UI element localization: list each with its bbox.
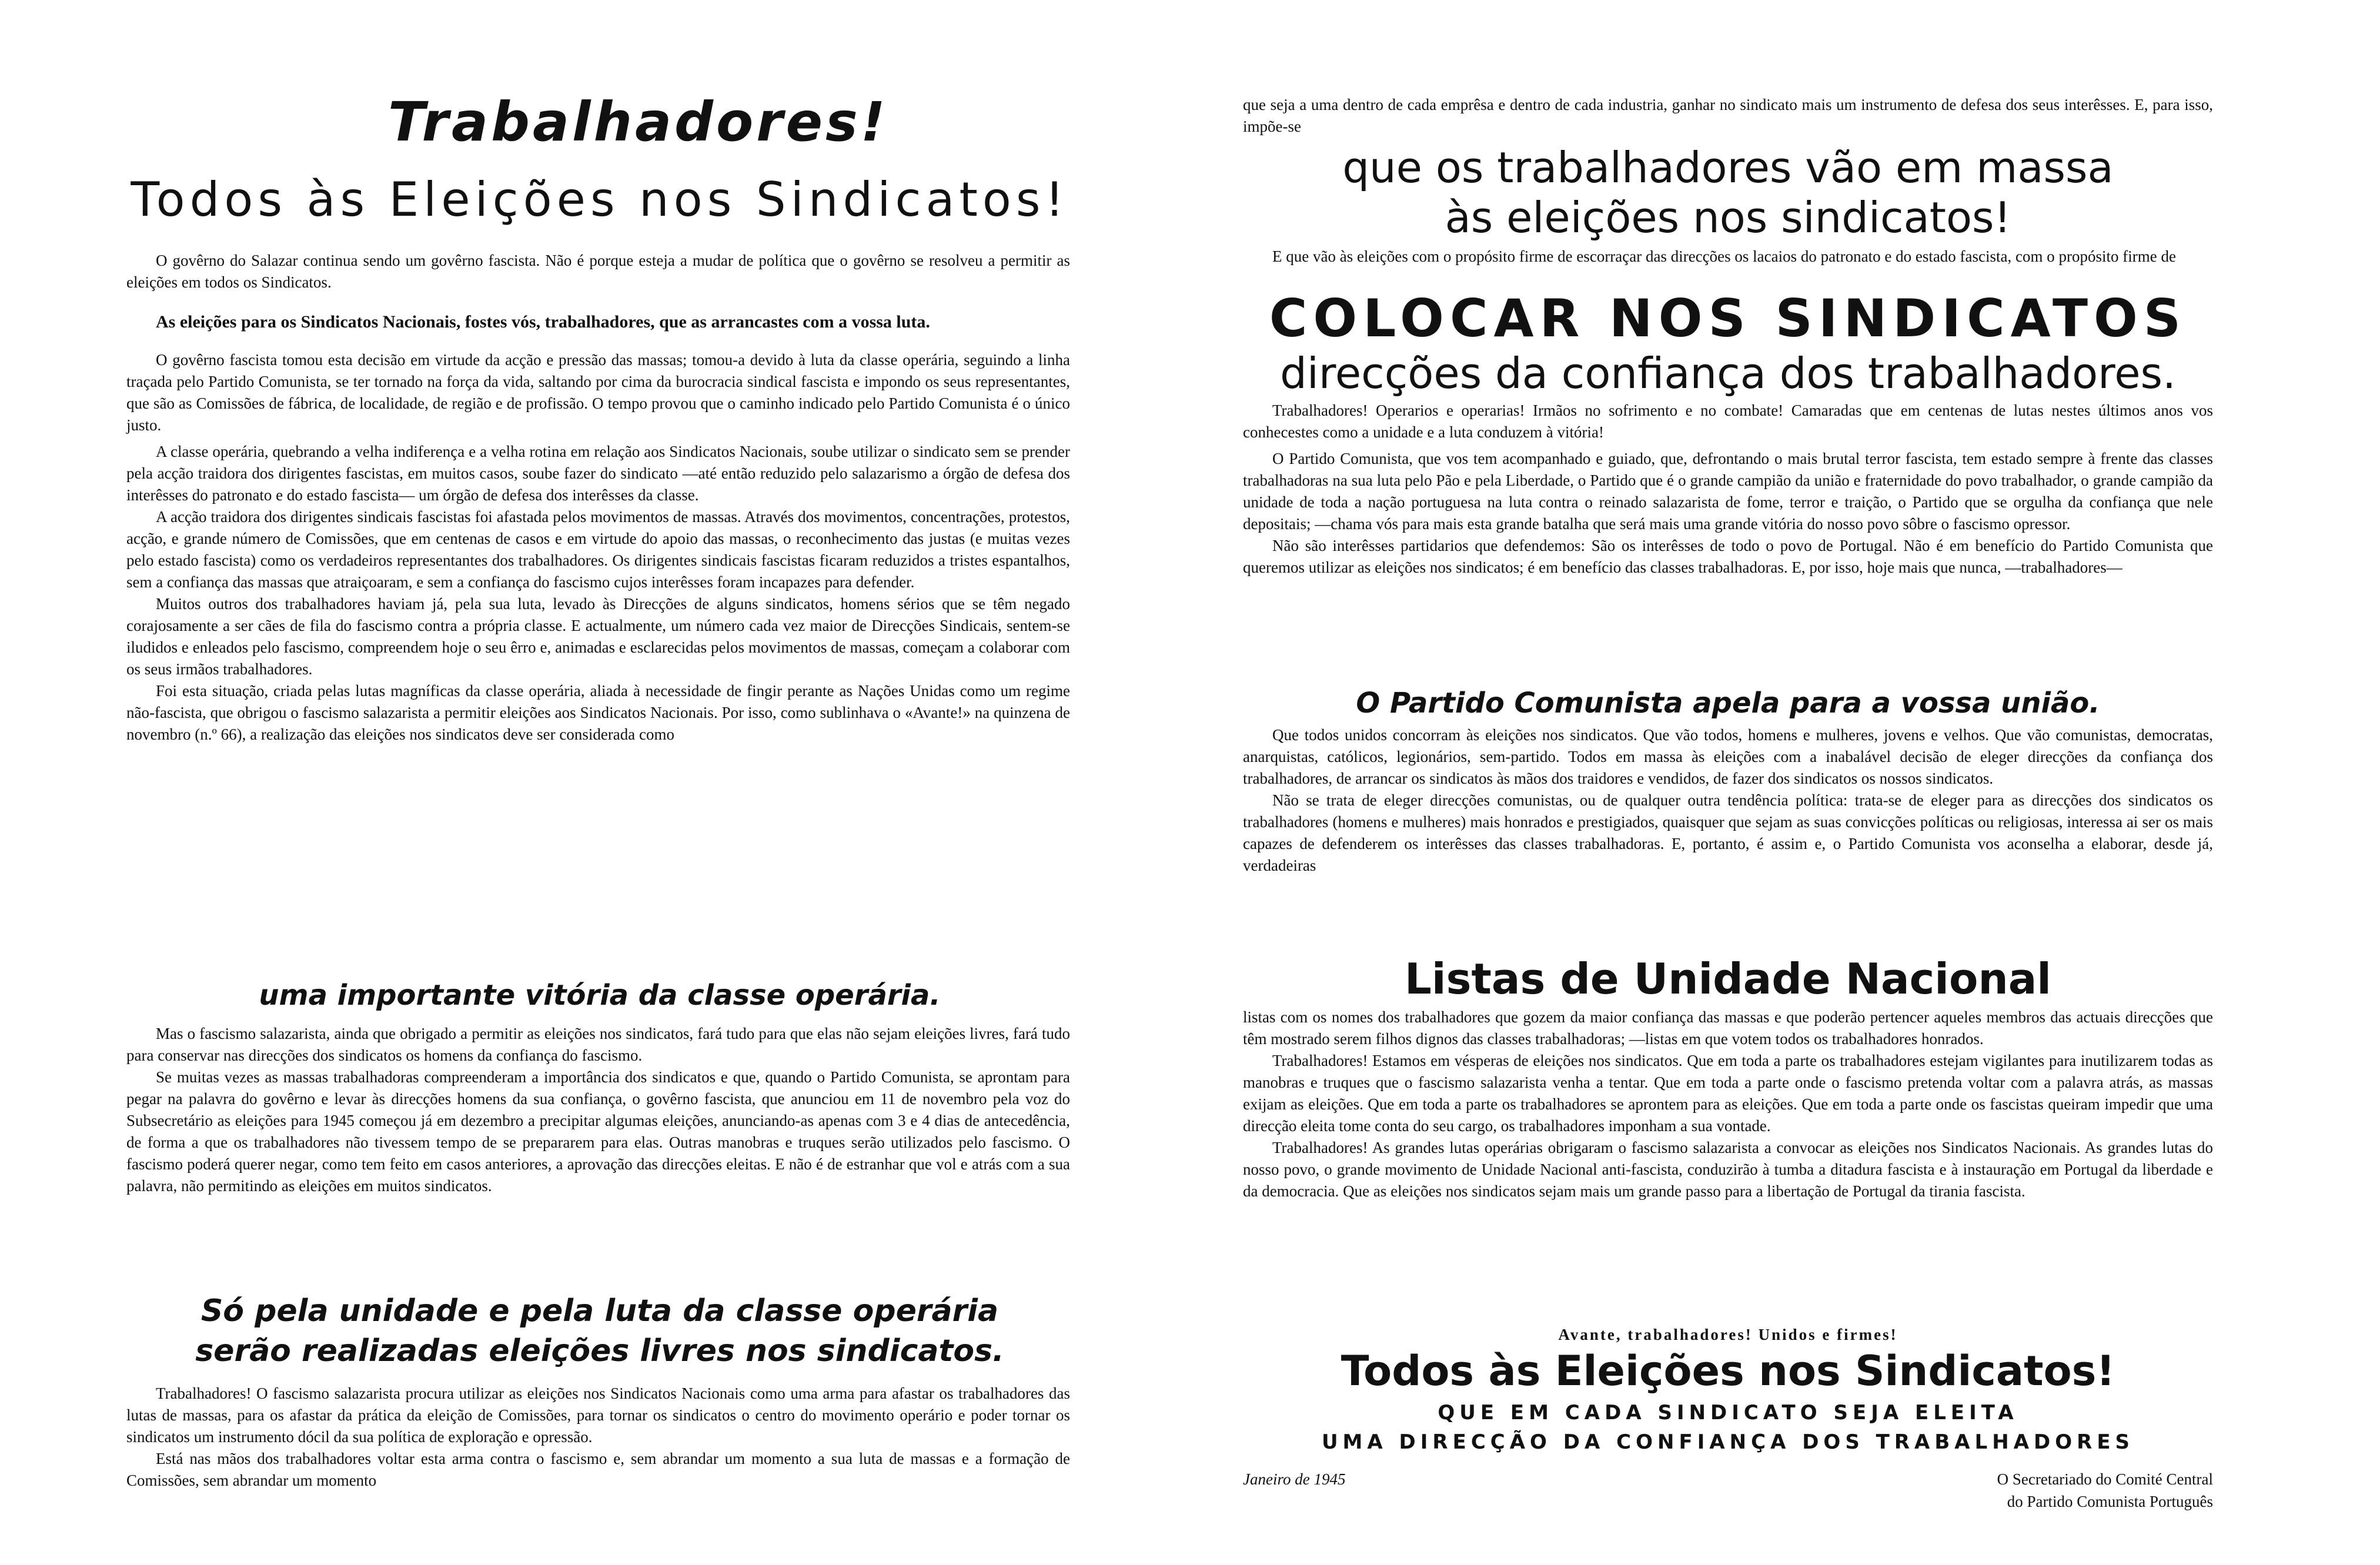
right-column-text-2 [1243, 724, 2213, 877]
heading-unity-line-1: Só pela unidade e pela luta da classe operária [200, 1293, 999, 1329]
closing-line-2: UMA DIRECÇÃO DA CONFIANÇA DOS TRABALHADORES [1321, 1430, 2135, 1454]
right-intro-paragraph [1243, 246, 2213, 267]
paragraph-h: Trabalhadores! As grandes lutas operárias obrigaram o fascismo salazarista a convocar as eleições nos Sindicatos Nacionais. As grandes lutas do nosso povo, o grande movimento de Unidade Nacional anti-fascista, conduzirão à tumba a ditadura fascista e à instauração em Portugal da liberdade e da democracia. Que as eleições nos sindicatos sejam mais um grande passo para a libertação de Portugal da tirania fascista. [1243, 1139, 2213, 1200]
closing-avante: Avante, trabalhadores! Unidos e firmes! [1558, 1326, 1898, 1343]
heading-victory: uma importante vitória da classe operária. [259, 979, 941, 1012]
paragraph-9: Está nas mãos dos trabalhadores voltar esta arma contra o fascismo e, sem abrandar um momento a sua luta de massas e a formação de Comissões, sem abrandar um momento [126, 1450, 1070, 1489]
paragraph-6: Mas o fascismo salazarista, ainda que obrigado a permitir as eleições nos sindicatos, fará tudo para que elas não sejam eleições livres, fará tudo para conservar nas direcções dos sindicatos os homens da confiança do fascismo. [126, 1025, 1070, 1064]
paragraph-b: O Partido Comunista, que vos tem acompanhado e guiado, que, defrontando o mais brutal terror fascista, tem estado sempre à frente das classes trabalhadoras na sua luta pelo Pão e pela Liberdade, o Partido que é o grande campião da união e fraternidade do povo trabalhador, o grande campião da unidade de toda a nação portuguesa na luta contra o reinado salazarista de fome, terror e traição, o Partido que se orgulha da confiança que nele depositais; —chama vós para mais esta grande batalha que será mais uma grande vitória do nosso povo sôbre o fascismo opressor. [1243, 450, 2213, 533]
left-column-text-2 [126, 1023, 1070, 1197]
paragraph-8: Trabalhadores! O fascismo salazarista procura utilizar as eleições nos Sindicatos Nacionais como uma arma para afastar os trabalhadores das lutas de massas, para os afastar da prática da eleição de Comissões, para tornar os sindicatos o centro do movimento operário e poder tornar os sindicatos um instrumento dócil da sua política de exploração e opressão. [126, 1385, 1070, 1446]
signature-line-2: do Partido Comunista Português [2007, 1493, 2213, 1510]
paragraph-d: Que todos unidos concorram às eleições nos sindicatos. Que vão todos, homens e mulheres, jovens e velhos. Que vão comunistas, democratas, anarquistas, católicos, legionários, sem-partido. Todos em massa às eleições com a inabalável decisão de eleger direcções da confiança dos trabalhadores, de arrancar os sindicatos às mãos dos traidores e vendidos, de fazer dos sindicatos os nossos sindicatos. [1243, 726, 2213, 787]
paragraph-3: A acção traidora dos dirigentes sindicais fascistas foi afastada pelos movimentos de massas. Através dos movimentos, concentrações, protestos, acção, e grande número de Comissões, que em centenas de casos e em virtude do apoio das massas, o reconhecimento das justas (e muitas vezes pelo estado fascista) como os verdadeiros representantes dos trabalhadores. Os dirigentes sindicais fascistas ficaram reduzidos a tristes espantalhos, sem a confiança das massas que atraiçoaram, e sem a confiança do fascismo cujos interêsses foram incapazes para defender. [126, 508, 1070, 591]
top-paragraph: que seja a uma dentro de cada emprêsa e dentro de cada industria, ganhar no sindicato mais um instrumento de defesa dos seus interêsses. E, para isso, impõe-se [1243, 96, 2213, 135]
paragraph-f: listas com os nomes dos trabalhadores que gozem da maior confiança das massas e que poderão pertencer aqueles membros das actuais direcções que têm mostrado serem filhos dignos das classes trabalhadoras; —listas em que votem todos os trabalhadores honrados. [1243, 1008, 2213, 1048]
heading-direccoes: direcções da confiança dos trabalhadores. [1280, 349, 2176, 398]
heading-unity-line-2: serão realizadas eleições livres nos sindicatos. [195, 1333, 1004, 1369]
heading-listas: Listas de Unidade Nacional [1405, 954, 2051, 1004]
document-date: Janeiro de 1945 [1243, 1470, 1346, 1488]
paragraph-e: Não se trata de eleger direcções comunistas, ou de qualquer outra tendência política: trata-se de eleger para as direcções dos sindicatos os trabalhadores (homens e mulheres) mais honrados e prestigiados, quaisquer que sejam as suas convicções políticas ou religiosas, interessa ai ser os mais capazes de defenderem os interêsses das classes trabalhadoras. E, portanto, é assim e, o Partido Comunista vos aconselha a elaborar, desde já, verdadeiras [1243, 791, 2213, 874]
heading-mass-line-2: às eleições nos sindicatos! [1445, 193, 2011, 242]
closing-headline: Todos às Eleições nos Sindicatos! [1341, 1347, 2115, 1395]
paragraph-1: O govêrno fascista tomou esta decisão em virtude da acção e pressão das massas; tomou-a devido à luta da classe operária, seguindo a linha traçada pelo Partido Comunista, se ter tornado na força da vida, saltando por cima da burocracia sindical fascista e impondo os seus representantes, que são as Comissões de fábrica, de localidade, de região e de profissão. O tempo provou que o caminho indicado pelo Partido Comunista é o único justo. [126, 351, 1070, 434]
paragraph-4: Muitos outros dos trabalhadores haviam já, pela sua luta, levado às Direcções de alguns sindicatos, homens sérios que se têm negado corajosamente a ser cães de fila do fascismo contra a própria classe. E actualmente, um número cada vez maior de Direcções Sindicais, sentem-se iludidos e enleados pelo fascismo, compreendem hoje o seu êrro e, animadas e esclarecidas pelos movimentos de massas, começam a colaborar com os seus irmãos trabalhadores. [126, 595, 1070, 678]
intro-paragraph-right: E que vão às eleições com o propósito firme de escorraçar das direcções os lacaios do patronato e do estado fascista, com o propósito firme de [1272, 248, 2176, 265]
right-column-text-3 [1243, 1006, 2213, 1202]
signature-line-1: O Secretariado do Comité Central [1997, 1470, 2213, 1488]
right-column-text [1243, 400, 2213, 578]
right-page [1190, 0, 2380, 1565]
page-title: Trabalhadores! [388, 91, 888, 153]
heading-apela: O Partido Comunista apela para a vossa união. [1356, 687, 2100, 720]
heading-mass-line-1: que os trabalhadores vão em massa [1342, 143, 2114, 192]
paragraph-2: A classe operária, quebrando a velha indiferença e a velha rotina em relação aos Sindicatos Nacionais, soube utilizar o sindicato sem se prender pela acção traidora dos dirigentes fascistas, em muitos casos, soube fazer do sindicato —até então reduzido pelo salazarismo a órgão de defesa dos interêsses do patronato e do estado fascista— um órgão de defesa dos interêsses da classe. [126, 443, 1070, 504]
paragraph-5: Foi esta situação, criada pelas lutas magníficas da classe operária, aliada à necessidade de fingir perante as Nações Unidas como um regime não-fascista, que obrigou o fascismo salazarista a permitir eleições aos Sindicatos Nacionais. Por isso, como sublinhava o «Avante!» na quinzena de novembro (n.º 66), a realização das eleições nos sindicatos deve ser considerada como [126, 682, 1070, 743]
right-top-paragraph [1243, 94, 2213, 138]
lead-bold-paragraph: As eleições para os Sindicatos Nacionais, fostes vós, trabalhadores, que as arrancastes com a vossa luta. [156, 312, 930, 332]
page-subtitle: Todos às Eleições nos Sindicatos! [131, 172, 1069, 227]
heading-colocar: COLOCAR NOS SINDICATOS [1269, 288, 2187, 349]
intro-paragraph: O govêrno do Salazar continua sendo um govêrno fascista. Não é porque esteja a mudar de política que o govêrno se resolveu a permitir as eleições em todos os Sindicatos. [126, 252, 1070, 291]
paragraph-c: Não são interêsses partidarios que defendemos: São os interêsses de todo o povo de Portugal. Não é em benefício do Partido Comunista que queremos utilizar as eleições nos sindicatos; é em benefício das classes trabalhadoras. E, por isso, hoje mais que nunca, —trabalhadores— [1243, 537, 2213, 576]
paragraph-a: Trabalhadores! Operarios e operarias! Irmãos no sofrimento e no combate! Camaradas que em centenas de lutas nestes últimos anos vos conhecestes como a unidade e a luta conduzem à vitória! [1243, 402, 2213, 441]
left-column-text-3 [126, 1383, 1070, 1492]
paragraph-7: Se muitas vezes as massas trabalhadoras compreenderam a importância dos sindicatos e que, quando o Partido Comunista, se aprontam para pegar na palavra do govêrno e levar às direcções homens da sua confiança, o govêrno fascista, que anunciou em 11 de novembro pela voz do Subsecretário as eleições para 1945 começou já em dezembro a precipitar algumas eleições, anunciando-as apenas com 3 e 4 dias de antecedência, de forma a que os trabalhadores não tivessem tempo de se prepararem para elas. Outras manobras e truques serão utilizados pelo fascismo. O fascismo poderá querer negar, como tem feito em casos anteriores, a aprovação das direcções eleitas. E não é de estranhar que vol e atrás com a sua palavra, não permitindo as eleições em muitos sindicatos. [126, 1068, 1070, 1195]
closing-line-1: QUE EM CADA SINDICATO SEJA ELEITA [1438, 1401, 2018, 1424]
paragraph-g: Trabalhadores! Estamos em vésperas de eleições nos sindicatos. Que em toda a parte os trabalhadores estejam vigilantes para inutilizarem todas as manobras e truques que o fascismo salazarista venha a tentar. Que em toda a parte onde o fascismo pretenda voltar com a palavra atrás, as massas exijam as eleições. Que em toda a parte os trabalhadores se aprontem para as eleições. Que em toda a parte onde os fascistas queiram impedir que uma direcção eleita tome conta do seu cargo, os trabalhadores imponham a sua vontade. [1243, 1052, 2213, 1135]
left-column-text [126, 250, 1070, 745]
